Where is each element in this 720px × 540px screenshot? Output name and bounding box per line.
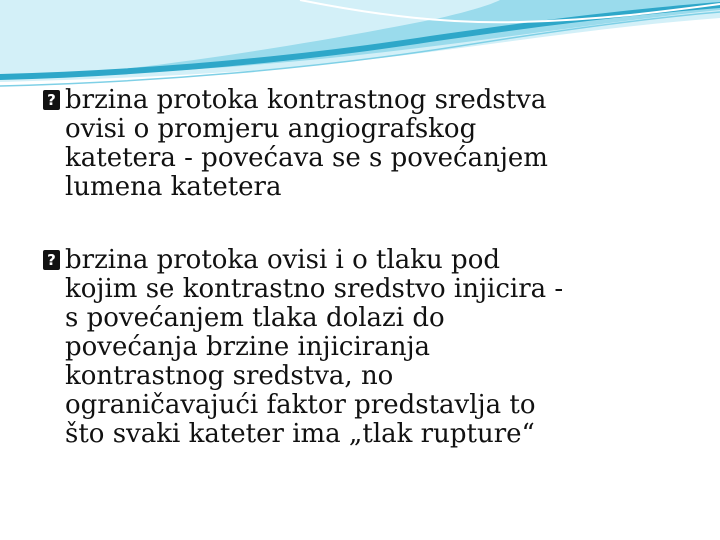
unknown-glyph-bullet-icon: [43, 90, 60, 110]
bullet-item: [43, 246, 683, 449]
bullet-line: što svaki kateter ima „tlak rupture“: [65, 419, 535, 449]
unknown-glyph-bullet-icon: [43, 250, 60, 270]
bullet-line: kontrastnog sredstva, no: [65, 361, 394, 391]
bullet-line: kojim se kontrastno sredstvo injicira -: [65, 274, 564, 304]
bullet-line: lumena katetera: [65, 172, 282, 202]
header-wave-decoration: [0, 0, 720, 90]
bullet-line: brzina protoka kontrastnog sredstva: [65, 85, 547, 115]
bullet-line: ograničavajući faktor predstavlja to: [65, 390, 536, 420]
bullet-item: [43, 86, 683, 202]
bullet-line: s povećanjem tlaka dolazi do: [65, 303, 445, 333]
bullet-line: ovisi o promjeru angiografskog: [65, 114, 477, 144]
bullet-line: katetera - povećava se s povećanjem: [65, 143, 548, 173]
bullet-line: brzina protoka ovisi i o tlaku pod: [65, 245, 500, 275]
slide-content: [43, 86, 683, 449]
bullet-line: povećanja brzine injiciranja: [65, 332, 431, 362]
